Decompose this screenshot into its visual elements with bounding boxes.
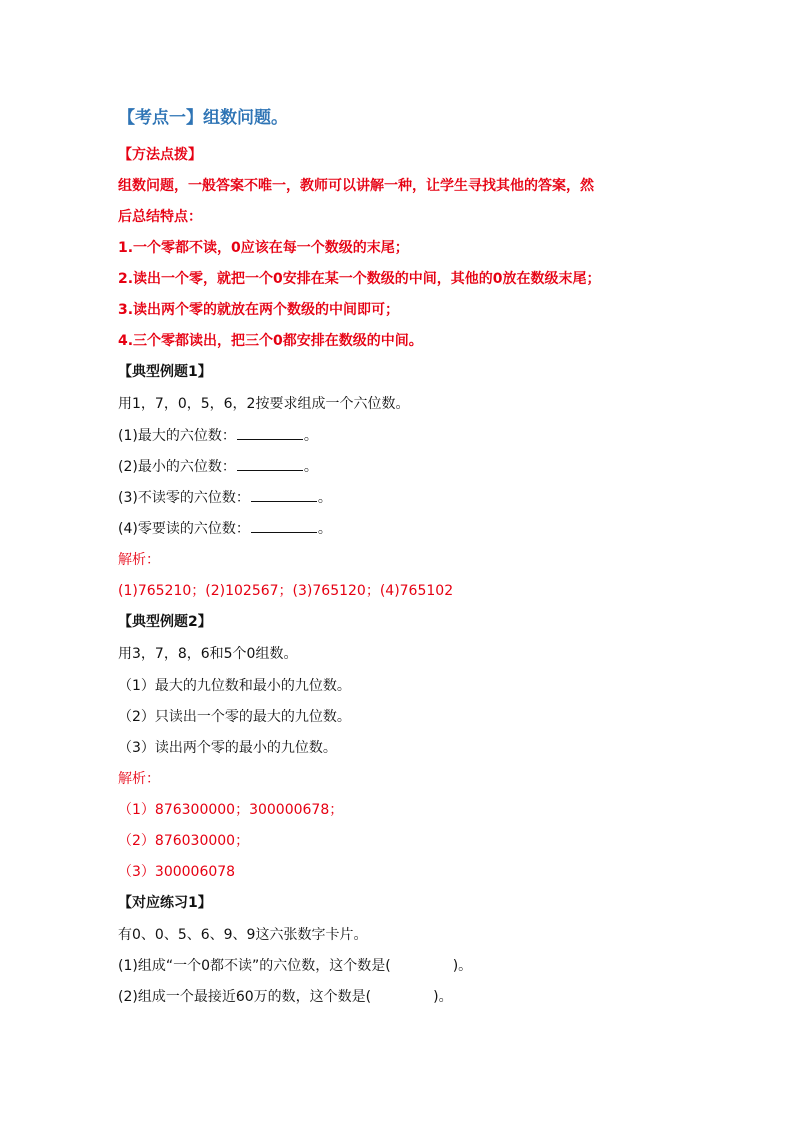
item-label: (1)最大的六位数： xyxy=(118,428,236,444)
practice1-q1 xyxy=(118,956,472,976)
method-rule-4: 4.三个零都读出，把三个0都安排在数级的中间。 xyxy=(118,333,423,349)
item-label: (2)最小的六位数： xyxy=(118,459,236,475)
answer-blank xyxy=(237,457,303,471)
example2-answer-3: （3）300006078 xyxy=(118,864,236,880)
example1-item-4 xyxy=(118,519,332,539)
example1-item-1 xyxy=(118,426,318,446)
item-end: 。 xyxy=(303,428,318,444)
method-heading: 【方法点拨】 xyxy=(118,147,202,163)
example2-item-3: （3）读出两个零的最小的九位数。 xyxy=(118,740,337,756)
method-rule-3: 3.读出两个零的就放在两个数级的中间即可； xyxy=(118,302,400,318)
item-end: 。 xyxy=(303,459,318,475)
example2-answer-2: （2）876030000； xyxy=(118,833,250,849)
item-label: (4)零要读的六位数： xyxy=(118,521,250,537)
method-intro-line-1: 组数问题，一般答案不唯一，教师可以讲解一种，让学生寻找其他的答案，然 xyxy=(118,178,594,194)
example2-item-1: （1）最大的九位数和最小的九位数。 xyxy=(118,678,351,694)
answer-blank xyxy=(251,519,317,533)
practice1-heading: 【对应练习1】 xyxy=(118,895,212,911)
q2-end: )。 xyxy=(433,989,453,1005)
example1-answer: (1)765210；(2)102567；(3)765120；(4)765102 xyxy=(118,583,454,599)
example1-heading: 【典型例题1】 xyxy=(118,364,212,380)
example2-heading: 【典型例题2】 xyxy=(118,614,212,630)
item-end: 。 xyxy=(317,521,332,537)
practice1-q2 xyxy=(118,987,453,1007)
example2-analysis-label: 解析： xyxy=(118,771,160,787)
example1-analysis-label: 解析： xyxy=(118,552,160,568)
q1-end: )。 xyxy=(452,958,473,974)
example1-item-2 xyxy=(118,457,318,477)
method-intro-line-2: 后总结特点： xyxy=(118,209,202,225)
example2-item-2: （2）只读出一个零的最大的九位数。 xyxy=(118,709,351,725)
item-end: 。 xyxy=(317,490,332,506)
q1-start: (1)组成“一个0都不读”的六位数，这个数是( xyxy=(118,958,391,974)
example2-answer-1: （1）876300000；300000678； xyxy=(118,802,344,818)
method-rule-1: 1.一个零都不读，0应该在每一个数级的末尾； xyxy=(118,240,409,256)
item-label: (3)不读零的六位数： xyxy=(118,490,250,506)
q2-start: (2)组成一个最接近60万的数，这个数是( xyxy=(118,989,372,1005)
practice1-question: 有0、0、5、6、9、9这六张数字卡片。 xyxy=(118,927,368,943)
section-title: 【考点一】组数问题。 xyxy=(118,108,288,128)
method-rule-2: 2.读出一个零，就把一个0安排在某一个数级的中间，其他的0放在数级末尾； xyxy=(118,271,601,287)
example1-question: 用1，7，0，5，6，2按要求组成一个六位数。 xyxy=(118,396,410,412)
answer-blank xyxy=(237,426,303,440)
example2-question: 用3，7，8，6和5个0组数。 xyxy=(118,646,298,662)
answer-blank xyxy=(251,488,317,502)
example1-item-3 xyxy=(118,488,332,508)
